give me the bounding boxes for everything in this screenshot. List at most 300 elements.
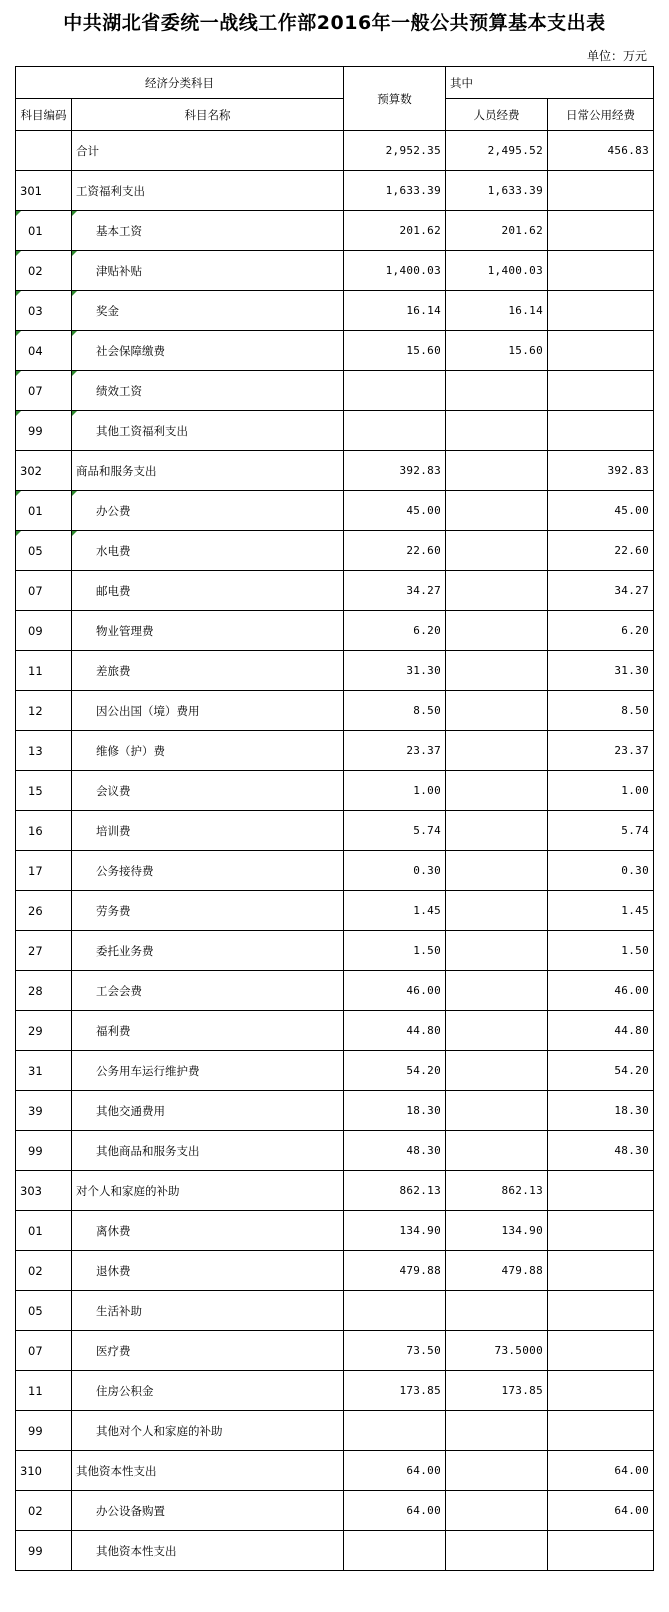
- name-cell-text: 其他商品和服务支出: [96, 1143, 200, 1158]
- code-cell: [16, 691, 72, 731]
- name-cell: [72, 611, 344, 651]
- budget-cell-text: 1.50: [413, 944, 441, 957]
- daily-cell-text: 45.00: [614, 504, 649, 517]
- budget-cell-text: 2,952.35: [385, 144, 441, 157]
- budget-cell-text: 5.74: [413, 824, 441, 837]
- daily-cell-text: 46.00: [614, 984, 649, 997]
- code-cell-text: 09: [28, 623, 43, 638]
- budget-cell-text: 173.85: [399, 1384, 441, 1397]
- table-row: [16, 1091, 654, 1131]
- code-cell: [16, 531, 72, 571]
- header-row-2: [16, 99, 654, 131]
- table-row: [16, 491, 654, 531]
- name-cell: [72, 1171, 344, 1211]
- daily-cell: [548, 771, 654, 811]
- personnel-cell-text: 173.85: [501, 1384, 543, 1397]
- budget-cell: [344, 971, 446, 1011]
- daily-cell: [548, 1211, 654, 1251]
- personnel-cell: [446, 371, 548, 411]
- budget-cell: [344, 1051, 446, 1091]
- name-cell: [72, 331, 344, 371]
- name-cell: [72, 651, 344, 691]
- table-row: [16, 1051, 654, 1091]
- code-cell: [16, 1291, 72, 1331]
- personnel-cell: [446, 851, 548, 891]
- cell-marker-icon: [72, 291, 77, 296]
- table-row: [16, 651, 654, 691]
- name-cell: [72, 1411, 344, 1451]
- header-category: 经济分类科目: [16, 67, 344, 99]
- name-cell-text: 医疗费: [96, 1343, 131, 1358]
- personnel-cell: [446, 571, 548, 611]
- table-row: [16, 931, 654, 971]
- personnel-cell: [446, 291, 548, 331]
- budget-cell: [344, 1531, 446, 1571]
- code-cell: [16, 1491, 72, 1531]
- personnel-cell: [446, 1291, 548, 1331]
- code-cell-text: 05: [28, 1303, 43, 1318]
- name-cell: [72, 131, 344, 171]
- daily-cell: [548, 1051, 654, 1091]
- daily-cell-text: 18.30: [614, 1104, 649, 1117]
- budget-cell: [344, 331, 446, 371]
- name-cell: [72, 691, 344, 731]
- budget-cell: [344, 1371, 446, 1411]
- daily-cell-text: 54.20: [614, 1064, 649, 1077]
- daily-cell: [548, 1331, 654, 1371]
- budget-cell: [344, 211, 446, 251]
- personnel-cell-text: 862.13: [501, 1184, 543, 1197]
- daily-cell-text: 48.30: [614, 1144, 649, 1157]
- code-cell: [16, 1011, 72, 1051]
- code-cell: [16, 1451, 72, 1491]
- code-cell: [16, 251, 72, 291]
- code-cell-text: 03: [28, 303, 43, 318]
- table-row: [16, 211, 654, 251]
- cell-marker-icon: [16, 331, 21, 336]
- name-cell: [72, 1091, 344, 1131]
- budget-cell-text: 48.30: [406, 1144, 441, 1157]
- table-row: [16, 691, 654, 731]
- personnel-cell: [446, 1491, 548, 1531]
- daily-cell: [548, 411, 654, 451]
- daily-cell: [548, 371, 654, 411]
- table-row: [16, 1291, 654, 1331]
- name-cell: [72, 1331, 344, 1371]
- code-cell: [16, 291, 72, 331]
- daily-cell-text: 34.27: [614, 584, 649, 597]
- daily-cell: [548, 691, 654, 731]
- cell-marker-icon: [72, 491, 77, 496]
- budget-cell-text: 479.88: [399, 1264, 441, 1277]
- code-cell: [16, 1051, 72, 1091]
- daily-cell: [548, 1451, 654, 1491]
- daily-cell-text: 22.60: [614, 544, 649, 557]
- name-cell: [72, 571, 344, 611]
- name-cell: [72, 1491, 344, 1531]
- table-row: [16, 371, 654, 411]
- personnel-cell-text: 1,633.39: [487, 184, 543, 197]
- budget-cell-text: 54.20: [406, 1064, 441, 1077]
- daily-cell: [548, 1171, 654, 1211]
- budget-cell: [344, 1171, 446, 1211]
- name-cell-text: 工资福利支出: [76, 183, 145, 198]
- table-row: [16, 411, 654, 451]
- budget-cell: [344, 771, 446, 811]
- personnel-cell-text: 73.5000: [494, 1344, 543, 1357]
- daily-cell-text: 1.45: [621, 904, 649, 917]
- name-cell-text: 物业管理费: [96, 623, 154, 638]
- name-cell: [72, 411, 344, 451]
- header-among: 其中: [446, 67, 654, 99]
- code-cell: [16, 171, 72, 211]
- code-cell-text: 310: [20, 1463, 42, 1478]
- code-cell: [16, 651, 72, 691]
- name-cell: [72, 1451, 344, 1491]
- code-cell: [16, 1371, 72, 1411]
- personnel-cell: [446, 251, 548, 291]
- budget-cell-text: 45.00: [406, 504, 441, 517]
- name-cell-text: 奖金: [96, 303, 119, 318]
- code-cell: [16, 611, 72, 651]
- cell-marker-icon: [72, 411, 77, 416]
- personnel-cell: [446, 971, 548, 1011]
- code-cell: [16, 811, 72, 851]
- code-cell-text: 16: [28, 823, 43, 838]
- daily-cell: [548, 571, 654, 611]
- table-row: [16, 851, 654, 891]
- budget-cell: [344, 1331, 446, 1371]
- code-cell: [16, 1211, 72, 1251]
- daily-cell: [548, 891, 654, 931]
- personnel-cell: [446, 1091, 548, 1131]
- budget-cell-text: 64.00: [406, 1504, 441, 1517]
- personnel-cell-text: 1,400.03: [487, 264, 543, 277]
- daily-cell: [548, 931, 654, 971]
- code-cell-text: 301: [20, 183, 42, 198]
- code-cell-text: 28: [28, 983, 43, 998]
- name-cell-text: 劳务费: [96, 903, 131, 918]
- table-row: [16, 1451, 654, 1491]
- budget-cell: [344, 1131, 446, 1171]
- name-cell: [72, 531, 344, 571]
- name-cell: [72, 171, 344, 211]
- name-cell: [72, 451, 344, 491]
- daily-cell: [548, 1491, 654, 1531]
- unit-label: 单位：万元: [586, 49, 647, 63]
- budget-cell: [344, 1011, 446, 1051]
- daily-cell: [548, 331, 654, 371]
- budget-cell-text: 15.60: [406, 344, 441, 357]
- name-cell-text: 福利费: [96, 1023, 131, 1038]
- budget-cell-text: 31.30: [406, 664, 441, 677]
- cell-marker-icon: [16, 371, 21, 376]
- code-cell-text: 99: [28, 1543, 43, 1558]
- personnel-cell: [446, 1531, 548, 1571]
- code-cell-text: 07: [28, 383, 43, 398]
- code-cell-text: 02: [28, 263, 43, 278]
- name-cell-text: 办公设备购置: [96, 1503, 165, 1518]
- name-cell-text: 对个人和家庭的补助: [76, 1183, 180, 1198]
- table-row: [16, 1491, 654, 1531]
- budget-cell: [344, 1411, 446, 1451]
- daily-cell-text: 5.74: [621, 824, 649, 837]
- personnel-cell: [446, 1011, 548, 1051]
- name-cell-text: 其他资本性支出: [96, 1543, 177, 1558]
- daily-cell: [548, 291, 654, 331]
- name-cell-text: 绩效工资: [96, 383, 142, 398]
- name-cell: [72, 251, 344, 291]
- header-budget: 预算数: [344, 67, 446, 131]
- table-row: [16, 331, 654, 371]
- budget-cell: [344, 1211, 446, 1251]
- name-cell-text: 离休费: [96, 1223, 131, 1238]
- name-cell-text: 基本工资: [96, 223, 142, 238]
- code-cell: [16, 771, 72, 811]
- code-cell-text: 13: [28, 743, 43, 758]
- table-row: [16, 131, 654, 171]
- personnel-cell: [446, 771, 548, 811]
- budget-cell-text: 392.83: [399, 464, 441, 477]
- name-cell: [72, 1051, 344, 1091]
- name-cell: [72, 211, 344, 251]
- name-cell: [72, 1371, 344, 1411]
- budget-cell-text: 8.50: [413, 704, 441, 717]
- code-cell: [16, 571, 72, 611]
- header-row-1: [16, 67, 654, 99]
- table-row: [16, 971, 654, 1011]
- budget-cell-text: 0.30: [413, 864, 441, 877]
- daily-cell: [548, 651, 654, 691]
- personnel-cell-text: 134.90: [501, 1224, 543, 1237]
- table-row: [16, 1211, 654, 1251]
- personnel-cell: [446, 491, 548, 531]
- personnel-cell: [446, 451, 548, 491]
- code-cell-text: 99: [28, 1143, 43, 1158]
- code-cell-text: 02: [28, 1503, 43, 1518]
- name-cell-text: 社会保障缴费: [96, 343, 165, 358]
- personnel-cell: [446, 1411, 548, 1451]
- budget-cell: [344, 171, 446, 211]
- code-cell-text: 17: [28, 863, 43, 878]
- daily-cell-text: 64.00: [614, 1504, 649, 1517]
- cell-marker-icon: [16, 251, 21, 256]
- daily-cell: [548, 251, 654, 291]
- budget-cell-text: 73.50: [406, 1344, 441, 1357]
- code-cell-text: 29: [28, 1023, 43, 1038]
- personnel-cell: [446, 171, 548, 211]
- daily-cell: [548, 731, 654, 771]
- name-cell: [72, 491, 344, 531]
- budget-cell: [344, 851, 446, 891]
- budget-cell: [344, 691, 446, 731]
- table-row: [16, 1531, 654, 1571]
- page-title: 中共湖北省委统一战线工作部2016年一般公共预算基本支出表: [63, 12, 606, 34]
- personnel-cell: [446, 211, 548, 251]
- daily-cell: [548, 1251, 654, 1291]
- code-cell: [16, 411, 72, 451]
- code-cell-text: 27: [28, 943, 43, 958]
- daily-cell: [548, 1291, 654, 1331]
- code-cell-text: 39: [28, 1103, 43, 1118]
- table-row: [16, 1331, 654, 1371]
- name-cell: [72, 731, 344, 771]
- table-row: [16, 291, 654, 331]
- personnel-cell-text: 479.88: [501, 1264, 543, 1277]
- name-cell-text: 公务接待费: [96, 863, 154, 878]
- personnel-cell-text: 2,495.52: [487, 144, 543, 157]
- personnel-cell: [446, 131, 548, 171]
- personnel-cell: [446, 651, 548, 691]
- code-cell: [16, 451, 72, 491]
- code-cell: [16, 1411, 72, 1451]
- name-cell-text: 其他资本性支出: [76, 1463, 157, 1478]
- code-cell: [16, 491, 72, 531]
- cell-marker-icon: [16, 291, 21, 296]
- budget-cell: [344, 811, 446, 851]
- name-cell-text: 合计: [76, 143, 99, 158]
- header-personnel: 人员经费: [446, 99, 548, 131]
- code-cell: [16, 931, 72, 971]
- daily-cell-text: 23.37: [614, 744, 649, 757]
- name-cell-text: 津贴补贴: [96, 263, 142, 278]
- table-row: [16, 891, 654, 931]
- cell-marker-icon: [16, 211, 21, 216]
- name-cell-text: 维修（护）费: [96, 743, 165, 758]
- name-cell-text: 差旅费: [96, 663, 131, 678]
- daily-cell-text: 456.83: [607, 144, 649, 157]
- name-cell-text: 水电费: [96, 543, 131, 558]
- budget-cell: [344, 1491, 446, 1531]
- budget-cell-text: 1,400.03: [385, 264, 441, 277]
- name-cell-text: 工会会费: [96, 983, 142, 998]
- code-cell: [16, 1331, 72, 1371]
- name-cell: [72, 1131, 344, 1171]
- name-cell-text: 其他工资福利支出: [96, 423, 188, 438]
- code-cell-text: 05: [28, 543, 43, 558]
- code-cell-text: 15: [28, 783, 43, 798]
- budget-cell: [344, 731, 446, 771]
- code-cell-text: 31: [28, 1063, 43, 1078]
- header-daily: 日常公用经费: [548, 99, 654, 131]
- name-cell-text: 其他对个人和家庭的补助: [96, 1423, 223, 1438]
- table-row: [16, 1011, 654, 1051]
- code-cell: [16, 371, 72, 411]
- table-row: [16, 611, 654, 651]
- cell-marker-icon: [72, 531, 77, 536]
- personnel-cell-text: 201.62: [501, 224, 543, 237]
- budget-cell: [344, 411, 446, 451]
- personnel-cell: [446, 811, 548, 851]
- code-cell: [16, 891, 72, 931]
- budget-cell: [344, 1251, 446, 1291]
- code-cell-text: 26: [28, 903, 43, 918]
- personnel-cell: [446, 731, 548, 771]
- name-cell: [72, 371, 344, 411]
- budget-cell: [344, 131, 446, 171]
- code-cell-text: 01: [28, 223, 43, 238]
- budget-cell-text: 201.62: [399, 224, 441, 237]
- code-cell-text: 02: [28, 1263, 43, 1278]
- daily-cell-text: 1.50: [621, 944, 649, 957]
- budget-cell: [344, 1451, 446, 1491]
- code-cell-text: 11: [28, 1383, 43, 1398]
- budget-table: [15, 66, 654, 1571]
- code-cell: [16, 211, 72, 251]
- personnel-cell: [446, 1171, 548, 1211]
- daily-cell: [548, 1131, 654, 1171]
- daily-cell: [548, 171, 654, 211]
- budget-cell: [344, 531, 446, 571]
- daily-cell: [548, 531, 654, 571]
- daily-cell: [548, 971, 654, 1011]
- personnel-cell-text: 16.14: [508, 304, 543, 317]
- personnel-cell: [446, 1051, 548, 1091]
- daily-cell: [548, 1411, 654, 1451]
- budget-cell: [344, 451, 446, 491]
- header-code: 科目编码: [16, 99, 72, 131]
- daily-cell: [548, 1531, 654, 1571]
- code-cell: [16, 1251, 72, 1291]
- budget-cell: [344, 931, 446, 971]
- table-row: [16, 171, 654, 211]
- personnel-cell: [446, 411, 548, 451]
- daily-cell-text: 64.00: [614, 1464, 649, 1477]
- code-cell: [16, 851, 72, 891]
- daily-cell-text: 31.30: [614, 664, 649, 677]
- name-cell: [72, 891, 344, 931]
- name-cell: [72, 1291, 344, 1331]
- code-cell-text: 07: [28, 1343, 43, 1358]
- daily-cell: [548, 611, 654, 651]
- budget-cell: [344, 1091, 446, 1131]
- cell-marker-icon: [16, 531, 21, 536]
- personnel-cell: [446, 931, 548, 971]
- personnel-cell: [446, 691, 548, 731]
- personnel-cell: [446, 1211, 548, 1251]
- name-cell-text: 其他交通费用: [96, 1103, 165, 1118]
- table-row: [16, 251, 654, 291]
- code-cell-text: 01: [28, 1223, 43, 1238]
- budget-cell: [344, 611, 446, 651]
- budget-cell-text: 44.80: [406, 1024, 441, 1037]
- code-cell: [16, 331, 72, 371]
- budget-cell: [344, 571, 446, 611]
- budget-cell: [344, 491, 446, 531]
- table-body: [16, 131, 654, 1571]
- table-row: [16, 1131, 654, 1171]
- table-row: [16, 1411, 654, 1451]
- budget-cell-text: 862.13: [399, 1184, 441, 1197]
- daily-cell-text: 44.80: [614, 1024, 649, 1037]
- code-cell-text: 303: [20, 1183, 42, 1198]
- personnel-cell: [446, 1331, 548, 1371]
- personnel-cell: [446, 891, 548, 931]
- table-row: [16, 451, 654, 491]
- table-row: [16, 731, 654, 771]
- cell-marker-icon: [72, 331, 77, 336]
- name-cell: [72, 1211, 344, 1251]
- name-cell-text: 公务用车运行维护费: [96, 1063, 200, 1078]
- table-row: [16, 1171, 654, 1211]
- personnel-cell: [446, 1451, 548, 1491]
- budget-cell-text: 1,633.39: [385, 184, 441, 197]
- name-cell-text: 邮电费: [96, 583, 131, 598]
- budget-cell-text: 46.00: [406, 984, 441, 997]
- name-cell: [72, 1251, 344, 1291]
- budget-cell-text: 1.00: [413, 784, 441, 797]
- name-cell-text: 会议费: [96, 783, 131, 798]
